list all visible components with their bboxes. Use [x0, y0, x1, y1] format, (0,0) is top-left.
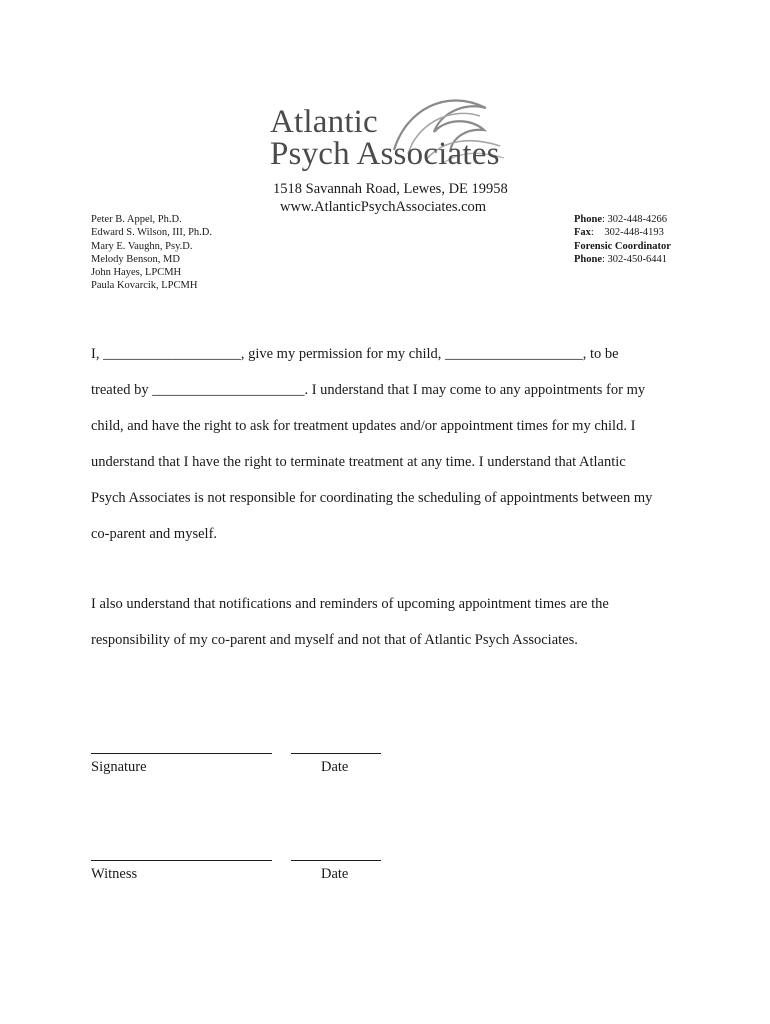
staff-member: Melody Benson, MD [91, 253, 180, 265]
signature-date-label: Date [321, 759, 349, 775]
paragraph-line: I, ___________________, give my permission for my child, ___________________, to be [91, 346, 619, 362]
witness-label: Witness [91, 866, 138, 882]
contact-info [574, 213, 671, 266]
forensic-phone-label: Phone [574, 253, 603, 265]
staff-member: Paula Kovarcik, LPCMH [91, 280, 198, 292]
witness-date-line[interactable] [291, 860, 381, 861]
paragraph-line: co-parent and myself. [91, 526, 218, 542]
forensic-coordinator-label: Forensic Coordinator [574, 240, 671, 252]
staff-list [91, 213, 212, 293]
paragraph-line: Psych Associates is not responsible for coordinating the scheduling of appointments between my [91, 490, 653, 506]
phone-label: Phone [574, 214, 603, 225]
staff-member: John Hayes, LPCMH [91, 267, 182, 279]
company-logo [266, 90, 506, 172]
company-address [273, 180, 508, 216]
staff-member: Edward S. Wilson, III, Ph.D. [91, 227, 213, 239]
phone-line [574, 213, 671, 226]
logo-text-line1: Atlantic [270, 104, 378, 140]
witness-line[interactable] [91, 860, 272, 861]
staff-member: Mary E. Vaughn, Psy.D. [91, 240, 193, 252]
forensic-phone-number: : 302-450-6441 [602, 253, 668, 265]
fax-number: : 302-448-4193 [590, 227, 664, 239]
paragraph-line: I also understand that notifications and reminders of upcoming appointment times are the [91, 596, 609, 612]
street-address: 1518 Savannah Road, Lewes, DE 19958 [273, 181, 508, 197]
witness-date-label: Date [321, 866, 349, 882]
signature-date-line[interactable] [291, 753, 381, 754]
signature-line[interactable] [91, 753, 272, 754]
paragraph-line: understand that I have the right to terminate treatment at any time. I understand that Atlantic [91, 454, 626, 470]
fax-label: Fax [574, 227, 591, 239]
phone-number: : 302-448-4266 [602, 214, 668, 225]
logo-text-line2: Psych Associates [270, 136, 500, 172]
staff-member: Peter B. Appel, Ph.D. [91, 214, 182, 225]
website-link[interactable]: www.AtlanticPsychAssociates.com [280, 199, 487, 215]
forensic-phone-line [574, 253, 671, 266]
fax-line [574, 226, 671, 239]
paragraph-line: child, and have the right to ask for treatment updates and/or appointment times for my child. I [91, 418, 636, 434]
paragraph-line: responsibility of my co-parent and myself and not that of Atlantic Psych Associates. [91, 632, 578, 648]
paragraph-line: treated by _____________________. I understand that I may come to any appointments for my [91, 382, 646, 398]
signature-label: Signature [91, 759, 147, 775]
